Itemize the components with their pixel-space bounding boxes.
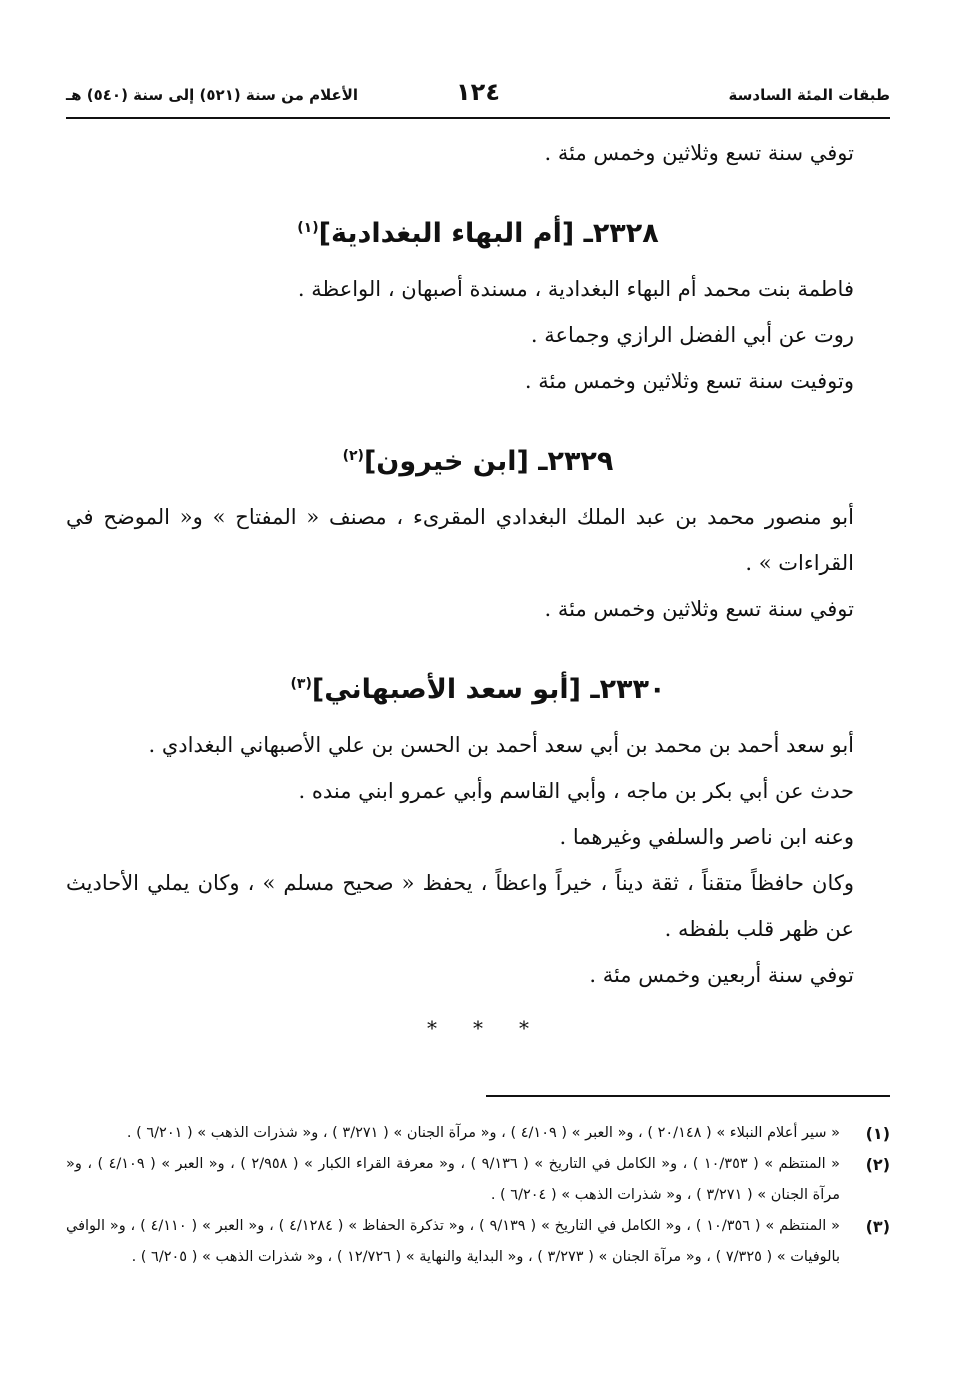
entry-line: فاطمة بنت محمد أم البهاء البغدادية ، مسندة أصبهان ، الواعظة .	[297, 277, 854, 301]
footnote-number: (٢)	[865, 1155, 890, 1174]
footnote-ref[interactable]: (٢)	[342, 448, 364, 464]
footnote-number: (١)	[865, 1124, 890, 1143]
footnote-ref[interactable]: (٣)	[290, 676, 312, 692]
entry-line: أبو منصور محمد بن عبد الملك البغدادي المقرىء ، مصنف « المفتاح » و« الموضح في القراءات » .	[66, 505, 854, 575]
footnote-3	[66, 1211, 890, 1273]
footnote-text: « المنتظم » ( ١٠/٣٥٦ ) ، و« الكامل في التاريخ » ( ٩/١٣٩ ) ، و« تذكرة الحفاظ » ( ٤/١٢٨٤ ) ، و« العبر » ( ٤/١١٠ ) ، و« الوافي بالوفيات » ( ٧/٣٢٥ ) ، و« مرآة الجنان » ( ٣/٢٧٣ ) ، و« البداية والنهاية » ( ١٢/٧٢٦ ) ، و« شذرات الذهب » ( ٦/٢٠٥ ) .	[66, 1218, 840, 1265]
entry-line: وتوفيت سنة تسع وثلاثين وخمس مئة .	[524, 369, 854, 393]
footnote-text: « المنتظم » ( ١٠/٣٥٣ ) ، و« الكامل في التاريخ » ( ٩/١٣٦ ) ، و« معرفة القراء الكبار » ( ٢/٩٥٨ ) ، و« العبر » ( ٤/١٠٩ ) ، و« مرآة الجنان » ( ٣/٢٧١ ) ، و« شذرات الذهب » ( ٦/٢٠٤ ) .	[66, 1156, 841, 1203]
footnotes	[66, 1118, 890, 1273]
entry-title-text: ٢٣٢٩ـ [ابن خيرون]	[363, 446, 614, 477]
header-range-title: الأعلام من سنة (٥٢١) إلى سنة (٥٤٠) هـ	[66, 86, 359, 104]
page-number: ١٢٤	[456, 78, 500, 106]
entry-line: أبو سعد أحمد بن محمد بن أبي سعد أحمد بن الحسن بن علي الأصبهاني البغدادي .	[148, 733, 854, 757]
footnote-ref[interactable]: (١)	[297, 220, 319, 236]
footnote-number: (٣)	[865, 1217, 890, 1236]
entry-line: وكان حافظاً متقناً ، ثقة ديناً ، خيراً واعظاً ، يحفظ « صحيح مسلم » ، وكان يملي الأحاديث عن ظهر قلب بلفظه .	[66, 871, 854, 941]
entry-title-2330	[66, 662, 890, 712]
page-body	[66, 130, 890, 1048]
entry-title-2329	[66, 434, 890, 484]
header-divider	[66, 117, 890, 119]
footnote-text: « سير أعلام النبلاء » ( ٢٠/١٤٨ ) ، و« العبر » ( ٤/١٠٩ ) ، و« مرآة الجنان » ( ٣/٢٧١ ) ، و« شذرات الذهب » ( ٦/٢٠١ ) .	[126, 1125, 840, 1141]
footnote-2	[66, 1149, 890, 1211]
entry-line: توفي سنة أربعين وخمس مئة .	[589, 963, 854, 987]
entry-line: توفي سنة تسع وثلاثين وخمس مئة .	[544, 597, 854, 621]
entry-title-2328	[66, 206, 890, 256]
entry-title-text: ٢٣٢٨ـ [أم البهاء البغدادية]	[318, 218, 659, 249]
entry-line: حدث عن أبي بكر بن ماجه ، وأبي القاسم وأبي عمرو ابني منده .	[298, 779, 854, 803]
star-glyph: *	[473, 1016, 483, 1040]
intro-line: توفي سنة تسع وثلاثين وخمس مئة .	[544, 141, 854, 165]
entry-line: روت عن أبي الفضل الرازي وجماعة .	[530, 323, 854, 347]
entry-line: وعنه ابن ناصر والسلفي وغيرهما .	[559, 825, 854, 849]
entry-title-text: ٢٣٣٠ـ [أبو سعد الأصبهاني]	[311, 674, 666, 705]
section-separator	[66, 1008, 890, 1048]
footnote-1	[66, 1118, 890, 1149]
running-header	[66, 78, 890, 116]
footnote-divider	[486, 1095, 890, 1097]
star-glyph: *	[519, 1016, 529, 1040]
star-glyph: *	[427, 1016, 437, 1040]
header-section-title: طبقات المئة السادسة	[728, 86, 890, 104]
